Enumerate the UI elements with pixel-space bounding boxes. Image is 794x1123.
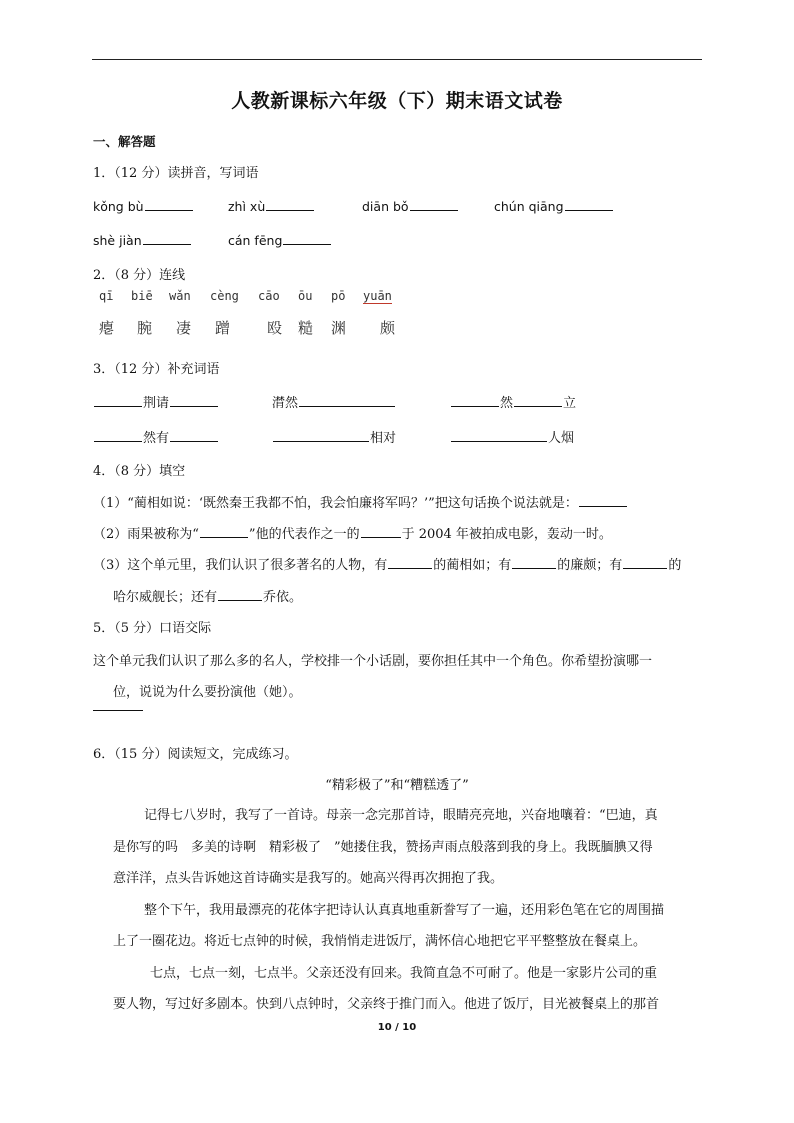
idiom-blank: 潸然 — [272, 392, 396, 411]
question-5-label: 5．（5 分）口语交际 — [93, 621, 212, 636]
fill-line: （2）雨果被称为“ ”他的代表作之一的 于 2004 年被拍成电影，轰动一时。 — [93, 527, 612, 542]
header-rule — [92, 59, 702, 60]
pinyin-item: zhì xù — [228, 198, 315, 214]
pinyin-syllable: biē — [131, 289, 153, 303]
character: 蹭 — [215, 319, 231, 337]
question-2-label: 2．（8 分）连线 — [93, 268, 186, 283]
character: 腕 — [137, 319, 153, 337]
paragraph-line: 上了一圈花边。将近七点钟的时候，我悄悄走进饭厅，满怀信心地把它平平整整放在餐桌上。 — [113, 934, 647, 949]
character: 瘪 — [99, 319, 115, 337]
pinyin-item: chún qiāng — [494, 198, 614, 214]
idiom-blank: 相对 — [272, 427, 396, 446]
paragraph-line: 这个单元我们认识了那么多的名人，学校排一个小话剧，要你担任其中一个角色。你希望扮演哪一 — [93, 654, 653, 669]
pinyin-item: kǒng bù — [93, 198, 194, 214]
character: 颇 — [380, 319, 396, 337]
paragraph-line: 位，说说为什么要扮演他（她）。 — [113, 685, 302, 700]
article-title: “精彩极了”和“糟糕透了” — [325, 778, 469, 793]
character: 殴 — [267, 319, 283, 337]
answer-line — [93, 710, 143, 711]
character: 渊 — [331, 319, 347, 337]
idiom-blank: 荆请 — [93, 392, 219, 411]
paragraph-line: 是你写的吗 多美的诗啊 精彩极了 ”她搂住我，赞扬声雨点般落到我的身上。我既腼腆又得 — [113, 840, 653, 855]
paragraph-line: 要人物，写过好多剧本。快到八点钟时，父亲终于推门而入。他进了饭厅，目光被餐桌上的那首 — [113, 997, 660, 1012]
paragraph-line: 七点，七点一刻，七点半。父亲还没有回来。我简直急不可耐了。他是一家影片公司的重 — [150, 966, 658, 981]
section-heading: 一、解答题 — [93, 134, 156, 149]
page-title: 人教新课标六年级（下）期末语文试卷 — [231, 90, 563, 112]
paragraph-line: 整个下午，我用最漂亮的花体字把诗认认真真地重新誊写了一遍，还用彩色笔在它的周围描 — [144, 903, 665, 918]
pinyin-item: diān bǒ — [362, 198, 459, 214]
pinyin-syllable: pō — [331, 289, 346, 303]
question-3-label: 3．（12 分）补充词语 — [93, 362, 220, 377]
fill-line: 哈尔威舰长；还有 乔依。 — [113, 590, 303, 605]
pinyin-item: shè jiàn — [93, 232, 192, 248]
question-4-label: 4．（8 分）填空 — [93, 464, 186, 479]
pinyin-syllable: cèng — [210, 289, 239, 303]
question-6-label: 6．（15 分）阅读短文，完成练习。 — [93, 747, 298, 762]
paragraph-line: 记得七八岁时，我写了一首诗。母亲一念完那首诗，眼睛亮亮地，兴奋地嚷着：“巴迪，真 — [144, 808, 658, 823]
pinyin-syllable: wǎn — [169, 289, 191, 303]
character: 凄 — [176, 319, 192, 337]
idiom-blank: 人烟 — [450, 427, 574, 446]
page-number: 10 / 10 — [377, 1022, 417, 1033]
pinyin-syllable: qī — [99, 289, 114, 303]
fill-line: （1）“蔺相如说：‘既然秦王我都不怕，我会怕廉将军吗？’”把这句话换个说法就是： — [93, 492, 628, 511]
idiom-blank: 然 立 — [450, 392, 576, 411]
pinyin-syllable: yuān — [363, 289, 392, 303]
character: 糙 — [298, 319, 314, 337]
pinyin-syllable: cāo — [258, 289, 280, 303]
question-1-label: 1．（12 分）读拼音，写词语 — [93, 166, 259, 181]
pinyin-syllable: ōu — [298, 289, 313, 303]
pinyin-item: cán fēng — [228, 232, 332, 248]
paragraph-line: 意洋洋，点头告诉她这首诗确实是我写的。她高兴得再次拥抱了我。 — [113, 871, 504, 886]
idiom-blank: 然有 — [93, 427, 219, 446]
fill-line: （3）这个单元里，我们认识了很多著名的人物，有 的蔺相如；有 的廉颇；有 的 — [93, 558, 682, 573]
